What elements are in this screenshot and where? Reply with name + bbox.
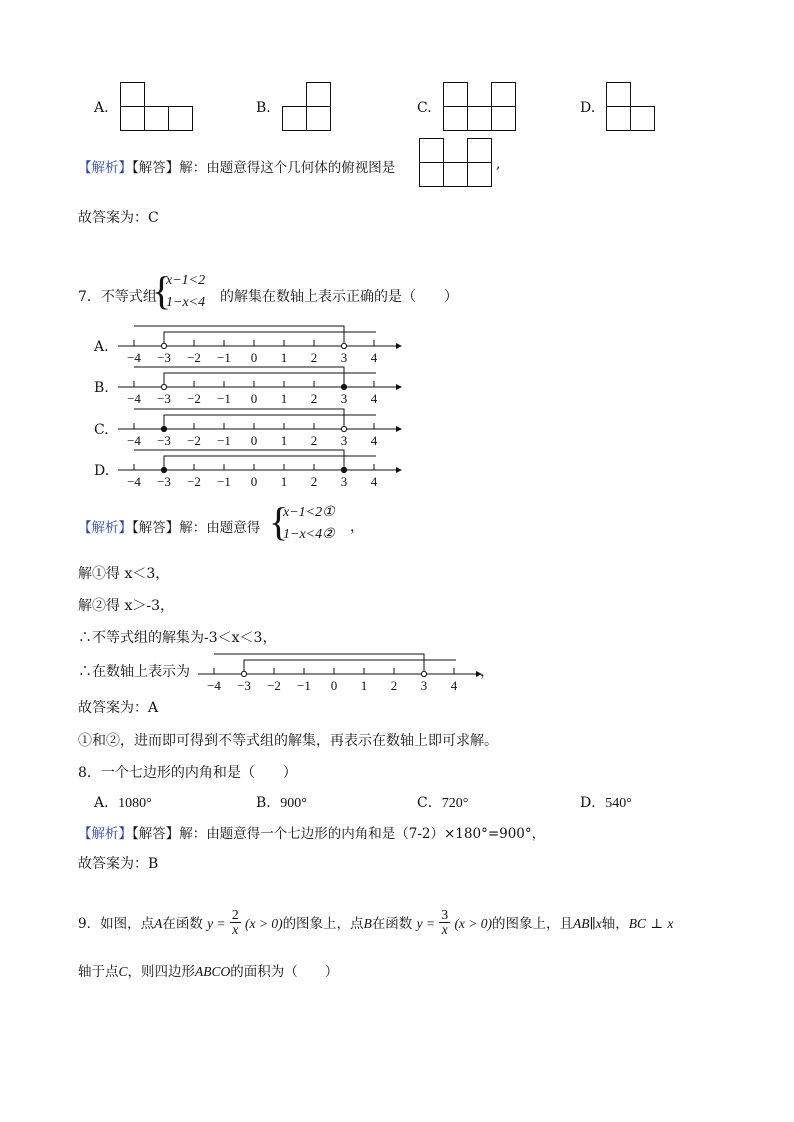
- number-line-option-b: [118, 367, 402, 406]
- tick-label: −4: [207, 678, 221, 690]
- answer-tag: 【解答】: [132, 160, 180, 176]
- number-line-option-c: [118, 409, 402, 448]
- q7-stem-prefix: 7．不等式组: [78, 289, 157, 305]
- q8-option-d: D．540°: [580, 795, 632, 811]
- q8-option-a: A．1080°: [94, 795, 152, 811]
- tick-label: −2: [267, 678, 281, 690]
- q7-option-d-label: D.: [94, 463, 110, 479]
- q7-solution-number-line: [190, 650, 490, 690]
- q7-step-4: ∴在数轴上表示为: [78, 664, 190, 680]
- tick-label: 3: [340, 350, 348, 365]
- tick-label: 0: [250, 433, 258, 448]
- tick-label: 1: [280, 350, 288, 365]
- tick-label: 4: [370, 474, 378, 489]
- q7-step-1: 解①得 x＜3，: [78, 566, 170, 582]
- tick-label: −4: [127, 474, 141, 489]
- tick-label: −2: [187, 391, 201, 406]
- q9-stem-line-2: 轴于点C，则四边形ABCO的面积为（ ）: [78, 964, 339, 980]
- tick-label: 4: [370, 391, 378, 406]
- tick-label: 0: [250, 350, 258, 365]
- tick-label: 0: [250, 391, 258, 406]
- q7-system-line-2: 1−x<4: [166, 295, 206, 310]
- open-endpoint: [161, 343, 166, 348]
- tick-label: 0: [250, 474, 258, 489]
- tick-label: −2: [187, 433, 201, 448]
- tick-label: 2: [310, 350, 318, 365]
- open-endpoint: [161, 384, 166, 389]
- axis-arrow: [396, 426, 402, 432]
- axis-arrow: [396, 343, 402, 349]
- q7-analysis-brace: {: [269, 499, 289, 544]
- tick-label: 1: [280, 474, 288, 489]
- tick-label: −4: [127, 350, 141, 365]
- tick-label: −4: [127, 391, 141, 406]
- q7-option-c-label: C.: [94, 422, 109, 438]
- tick-label: −2: [187, 350, 201, 365]
- q7-option-b-label: B.: [94, 380, 109, 396]
- q7-brace: {: [152, 268, 172, 313]
- closed-endpoint: [161, 467, 166, 472]
- q8-option-c: C．720°: [417, 795, 469, 811]
- tick-label: −4: [127, 433, 141, 448]
- q7-analysis-eq-1: x−1<2①: [283, 505, 335, 520]
- q7-step-3: ∴不等式组的解集为-3＜x＜3，: [78, 630, 277, 646]
- solution-ray-left: [214, 654, 424, 674]
- q6-option-b-label: B.: [256, 100, 271, 116]
- q8-stem: 8．一个七边形的内角和是（ ）: [78, 765, 297, 781]
- tick-label: 3: [340, 433, 348, 448]
- tick-label: −1: [217, 350, 231, 365]
- q7-comment: ①和②，进而即可得到不等式组的解集，再表示在数轴上即可求解。: [78, 733, 498, 749]
- q7-system-line-1: x−1<2: [166, 273, 206, 288]
- tick-label: 4: [370, 433, 378, 448]
- q8-option-b: B．900°: [256, 795, 307, 811]
- q6-option-d-label: D.: [580, 100, 596, 116]
- q6-analysis-text: 解：由题意得这个几何体的俯视图是: [179, 160, 396, 176]
- tick-label: 2: [310, 433, 318, 448]
- tick-label: −3: [237, 678, 251, 690]
- q6-option-a-label: A.: [94, 100, 109, 116]
- solution-ray-left: [134, 367, 344, 387]
- q7-stem-suffix: 的解集在数轴上表示正确的是（ ）: [220, 289, 458, 305]
- closed-endpoint: [161, 426, 166, 431]
- q7-step-2: 解②得 x＞-3，: [78, 598, 174, 614]
- closed-endpoint: [341, 384, 346, 389]
- tick-label: 1: [280, 433, 288, 448]
- tick-label: 3: [340, 391, 348, 406]
- closed-endpoint: [341, 467, 346, 472]
- q7-analysis: [78, 516, 260, 536]
- analysis-tag: 【解析】: [78, 520, 132, 536]
- tick-label: 3: [340, 474, 348, 489]
- tick-label: 0: [330, 678, 338, 690]
- tick-label: −3: [157, 474, 171, 489]
- solution-ray-left: [134, 326, 344, 346]
- q7-analysis-eq-comma: ，: [350, 519, 364, 535]
- tick-label: −2: [187, 474, 201, 489]
- open-endpoint: [341, 343, 346, 348]
- answer-tag: 【解答】: [132, 520, 180, 536]
- q7-step-4-end: ，: [480, 664, 494, 680]
- tick-label: 3: [420, 678, 428, 690]
- solution-ray-left: [134, 450, 344, 470]
- tick-label: −3: [157, 433, 171, 448]
- q8-answer-line: 故答案为：B: [78, 856, 159, 872]
- q6-answer-line: 故答案为：C: [78, 210, 159, 226]
- tick-label: −3: [157, 350, 171, 365]
- tick-label: −1: [217, 433, 231, 448]
- tick-label: 1: [280, 391, 288, 406]
- number-line-option-d: [118, 450, 402, 489]
- q7-option-a-label: A.: [94, 339, 109, 355]
- axis-arrow: [396, 384, 402, 390]
- open-endpoint: [421, 671, 426, 676]
- q9-stem-line-1: 9．如图，点A在函数 y = $\frac{2}{x}$ (x > 0)的图象上，点B在函数 y = $\frac{3}{x}$ (x > 0)的图象上，且AB∥x轴，BC ⊥ x: [78, 907, 674, 937]
- tick-label: 2: [310, 391, 318, 406]
- tick-label: −1: [297, 678, 311, 690]
- tick-label: −1: [217, 474, 231, 489]
- q7-analysis-eq-2: 1−x<4②: [283, 527, 335, 542]
- axis-arrow: [396, 467, 402, 473]
- q7-answer-line: 故答案为：A: [78, 700, 159, 716]
- tick-label: −3: [157, 391, 171, 406]
- tick-label: 1: [360, 678, 368, 690]
- tick-label: −1: [217, 391, 231, 406]
- q7-analysis-text: 解：由题意得: [179, 520, 261, 536]
- q6-analysis: [78, 156, 395, 176]
- tick-label: 4: [370, 350, 378, 365]
- open-endpoint: [241, 671, 246, 676]
- solution-ray-left: [134, 409, 344, 429]
- q8-analysis-text: 解：由题意得一个七边形的内角和是（7-2）×180°=900°，: [179, 826, 546, 842]
- number-line-option-a: [118, 326, 402, 365]
- tick-label: 2: [310, 474, 318, 489]
- tick-label: 2: [390, 678, 398, 690]
- answer-tag: 【解答】: [132, 826, 180, 842]
- tick-label: 4: [450, 678, 458, 690]
- analysis-tag: 【解析】: [78, 160, 132, 176]
- q6-option-c-label: C.: [417, 100, 432, 116]
- analysis-tag: 【解析】: [78, 826, 132, 842]
- q6-comma: ,: [496, 156, 501, 172]
- open-endpoint: [341, 426, 346, 431]
- q7-number-lines: [110, 322, 410, 492]
- q8-analysis: [78, 822, 545, 842]
